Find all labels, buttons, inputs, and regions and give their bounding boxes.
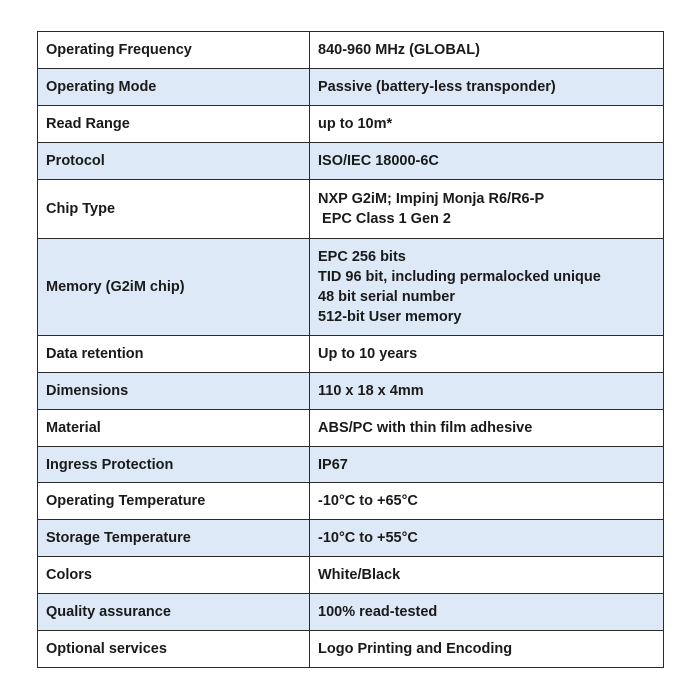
spec-label: Protocol [38,143,310,180]
table-row [38,32,664,69]
spec-label: Dimensions [38,373,310,410]
spec-value-line: NXP G2iM; Impinj Monja R6/R6-P [318,191,545,207]
spec-value [310,32,664,69]
spec-value-line: 48 bit serial number [318,289,455,305]
spec-value [310,520,664,557]
table-row [38,631,664,668]
spec-value [310,180,664,239]
spec-label: Ingress Protection [38,447,310,483]
table-row [38,447,664,483]
spec-label: Operating Temperature [38,483,310,520]
table-row [38,410,664,447]
spec-value [310,106,664,143]
spec-value [310,373,664,410]
table-row [38,143,664,180]
spec-value-line: Up to 10 years [318,346,418,362]
spec-value-line: Passive (battery-less transponder) [318,79,556,95]
spec-value-line: 840-960 MHz (GLOBAL) [318,42,480,58]
spec-value [310,69,664,106]
spec-value [310,483,664,520]
spec-value-line: -10°C to +55°C [318,530,418,546]
spec-value-line: 100% read-tested [318,604,438,620]
table-row [38,239,664,336]
spec-label: Quality assurance [38,594,310,631]
spec-label: Chip Type [38,180,310,239]
table-row [38,594,664,631]
spec-value-line: TID 96 bit, including permalocked unique [318,269,601,285]
spec-value [310,336,664,373]
spec-value-line: ISO/IEC 18000-6C [318,153,439,169]
spec-value-line: EPC 256 bits [318,249,406,265]
table-row [38,69,664,106]
spec-value-line: 512-bit User memory [318,309,462,325]
spec-value [310,557,664,594]
table-row [38,180,664,239]
spec-value [310,239,664,336]
table-row [38,106,664,143]
spec-value-line: -10°C to +65°C [318,493,418,509]
spec-value-line: up to 10m* [318,116,393,132]
spec-label: Colors [38,557,310,594]
spec-value-line: IP67 [318,456,348,473]
spec-value-line: 110 x 18 x 4mm [318,383,424,399]
table-row [38,557,664,594]
spec-value [310,594,664,631]
table-row [38,373,664,410]
spec-label: Memory (G2iM chip) [38,239,310,336]
spec-value-line: ABS/PC with thin film adhesive [318,420,533,436]
spec-label: Operating Frequency [38,32,310,69]
spec-value-line: EPC Class 1 Gen 2 [318,211,451,227]
spec-label: Material [38,410,310,447]
spec-value [310,143,664,180]
table-row [38,336,664,373]
spec-value [310,447,664,483]
spec-label: Read Range [38,106,310,143]
table-row [38,520,664,557]
spec-value-line: Logo Printing and Encoding [318,641,513,657]
spec-value-line: White/Black [318,567,401,583]
spec-label: Optional services [38,631,310,668]
spec-value [310,410,664,447]
spec-label: Storage Temperature [38,520,310,557]
spec-label: Data retention [38,336,310,373]
table-row [38,483,664,520]
spec-table [37,31,664,668]
spec-label: Operating Mode [38,69,310,106]
spec-value [310,631,664,668]
